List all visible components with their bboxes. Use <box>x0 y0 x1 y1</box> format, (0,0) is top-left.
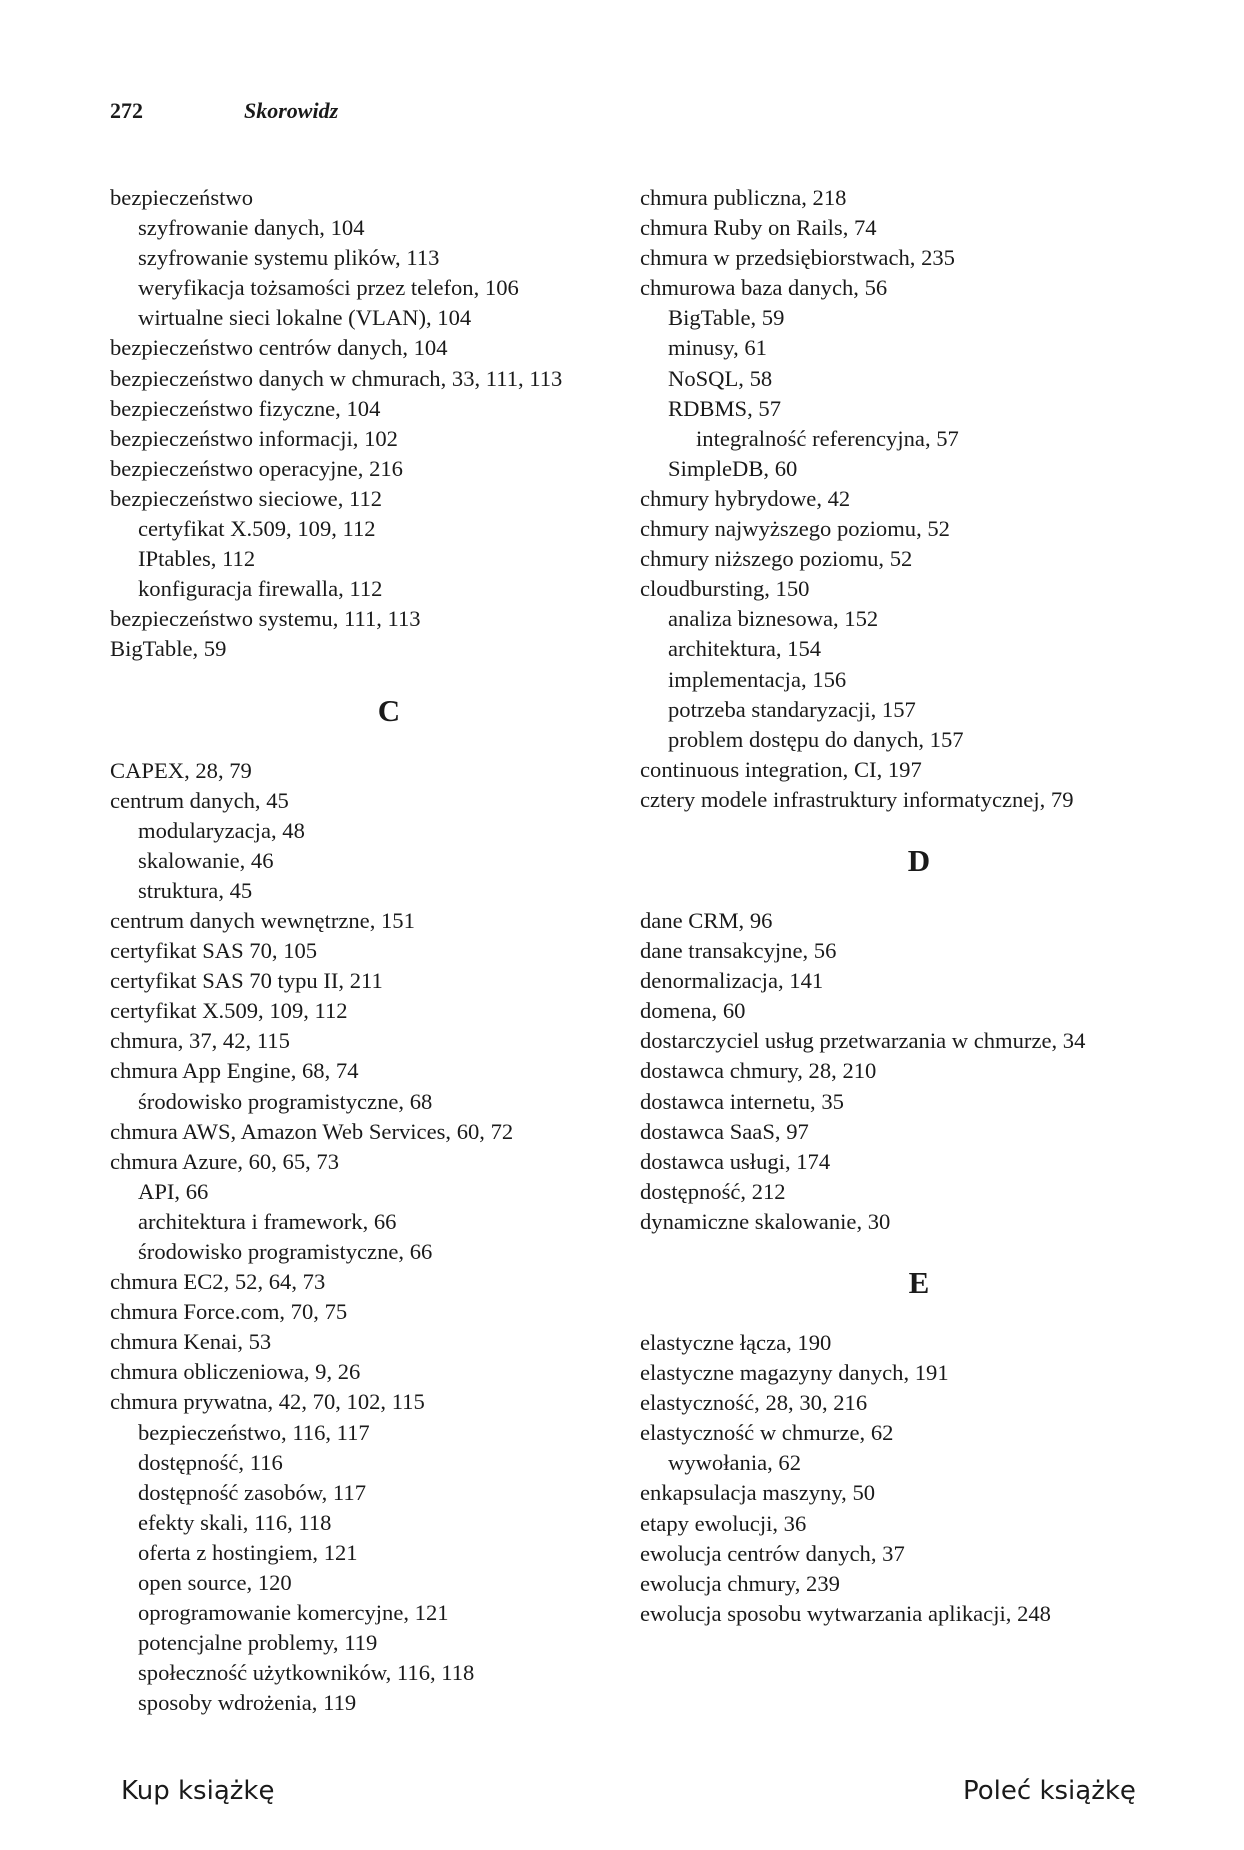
index-subentry: oferta z hostingiem, 121 <box>138 1539 358 1565</box>
index-entry: certyfikat SAS 70 typu II, 211 <box>110 968 383 994</box>
index-entry: enkapsulacja maszyny, 50 <box>640 1480 876 1506</box>
index-subentry: API, 66 <box>138 1178 209 1204</box>
index-entry: chmurowa baza danych, 56 <box>640 275 888 301</box>
index-entry: chmura Kenai, 53 <box>110 1329 272 1355</box>
index-entry: bezpieczeństwo informacji, 102 <box>110 425 398 451</box>
index-entry: bezpieczeństwo danych w chmurach, 33, 111, 113 <box>110 365 563 391</box>
index-entry: certyfikat SAS 70, 105 <box>110 938 318 964</box>
index-subentry: problem dostępu do danych, 157 <box>668 726 964 752</box>
index-entry: ewolucja sposobu wytwarzania aplikacji, 248 <box>640 1600 1051 1626</box>
index-subentry: RDBMS, 57 <box>668 395 782 421</box>
index-entry: domena, 60 <box>640 998 746 1024</box>
index-entry: bezpieczeństwo sieciowe, 112 <box>110 485 383 511</box>
index-entry: dostawca chmury, 28, 210 <box>640 1058 877 1084</box>
index-entry: ewolucja centrów danych, 37 <box>640 1540 905 1566</box>
index-subentry: dostępność, 116 <box>138 1449 283 1475</box>
page-header <box>110 98 338 124</box>
index-subentry: integralność referencyjna, 57 <box>696 425 959 451</box>
index-entry: dane CRM, 96 <box>640 907 773 933</box>
index-subentry: konfiguracja firewalla, 112 <box>138 576 383 602</box>
index-entry: chmura obliczeniowa, 9, 26 <box>110 1359 361 1385</box>
index-entry: dane transakcyjne, 56 <box>640 938 837 964</box>
index-entry: chmura publiczna, 218 <box>640 185 847 210</box>
index-entry: dynamiczne skalowanie, 30 <box>640 1208 891 1234</box>
index-entry: chmura, 37, 42, 115 <box>110 1028 290 1054</box>
index-entry: elastyczne magazyny danych, 191 <box>640 1360 949 1386</box>
index-subentry: środowisko programistyczne, 68 <box>138 1088 433 1114</box>
index-subentry: sposoby wdrożenia, 119 <box>138 1690 357 1716</box>
index-subentry: modularyzacja, 48 <box>138 817 305 843</box>
index-subentry: struktura, 45 <box>138 877 253 903</box>
recommend-book-link[interactable]: Poleć książkę <box>963 1776 1136 1806</box>
index-entry: CAPEX, 28, 79 <box>110 757 252 783</box>
index-subentry: oprogramowanie komercyjne, 121 <box>138 1600 449 1626</box>
index-entry: chmura w przedsiębiorstwach, 235 <box>640 245 955 271</box>
index-subentry: analiza biznesowa, 152 <box>668 606 879 632</box>
index-entry: dostarczyciel usług przetwarzania w chmurze, 34 <box>640 1028 1086 1054</box>
page-title: Skorowidz <box>244 98 339 123</box>
index-column-left <box>110 183 640 1719</box>
index-subentry: open source, 120 <box>138 1570 292 1596</box>
section-letter: C <box>377 692 401 728</box>
index-entry: bezpieczeństwo systemu, 111, 113 <box>110 606 421 632</box>
index-entry: chmura Force.com, 70, 75 <box>110 1299 348 1325</box>
index-entry: bezpieczeństwo <box>110 185 254 210</box>
index-entry: dostępność, 212 <box>640 1178 786 1204</box>
index-entry: denormalizacja, 141 <box>640 968 824 994</box>
index-entry: bezpieczeństwo fizyczne, 104 <box>110 395 381 421</box>
section-letter: D <box>907 842 931 878</box>
index-subentry: bezpieczeństwo, 116, 117 <box>138 1419 370 1445</box>
index-subentry: dostępność zasobów, 117 <box>138 1479 366 1505</box>
index-subentry: skalowanie, 46 <box>138 847 274 873</box>
index-subentry: implementacja, 156 <box>668 666 847 692</box>
index-subentry: architektura, 154 <box>668 636 822 662</box>
buy-book-link[interactable]: Kup książkę <box>121 1776 275 1806</box>
index-subentry: wirtualne sieci lokalne (VLAN), 104 <box>138 305 472 331</box>
index-entry: dostawca usługi, 174 <box>640 1148 831 1174</box>
index-subentry: szyfrowanie danych, 104 <box>138 215 365 241</box>
index-entry: centrum danych, 45 <box>110 787 289 813</box>
index-subentry: architektura i framework, 66 <box>138 1208 397 1234</box>
index-entry: chmura Ruby on Rails, 74 <box>640 215 877 241</box>
index-subentry: IPtables, 112 <box>138 546 256 572</box>
index-entry: chmura AWS, Amazon Web Services, 60, 72 <box>110 1118 514 1144</box>
index-entry: centrum danych wewnętrzne, 151 <box>110 907 415 933</box>
index-entry: chmura prywatna, 42, 70, 102, 115 <box>110 1389 425 1415</box>
index-entry: chmura EC2, 52, 64, 73 <box>110 1269 326 1295</box>
index-column-right <box>640 183 1170 1629</box>
index-subentry: BigTable, 59 <box>668 305 785 331</box>
index-subentry: szyfrowanie systemu plików, 113 <box>138 245 440 271</box>
index-entry: chmury niższego poziomu, 52 <box>640 546 913 572</box>
index-subentry: efekty skali, 116, 118 <box>138 1509 332 1535</box>
index-entry: bezpieczeństwo centrów danych, 104 <box>110 335 448 361</box>
index-subentry: środowisko programistyczne, 66 <box>138 1239 433 1264</box>
index-entry: bezpieczeństwo operacyjne, 216 <box>110 455 403 481</box>
index-subentry: SimpleDB, 60 <box>668 455 798 481</box>
index-entry: certyfikat X.509, 109, 112 <box>110 998 348 1024</box>
index-entry: ewolucja chmury, 239 <box>640 1570 840 1596</box>
section-letter: E <box>908 1265 930 1300</box>
index-subentry: wywołania, 62 <box>668 1450 802 1476</box>
index-entry: cloudbursting, 150 <box>640 576 810 602</box>
index-entry: continuous integration, CI, 197 <box>640 756 922 782</box>
index-subentry: społeczność użytkowników, 116, 118 <box>138 1660 475 1686</box>
index-subentry: potrzeba standaryzacji, 157 <box>668 696 916 722</box>
index-entry: chmury najwyższego poziomu, 52 <box>640 516 950 542</box>
page-number: 272 <box>110 98 143 123</box>
index-subentry: potencjalne problemy, 119 <box>138 1630 378 1656</box>
index-entry: dostawca internetu, 35 <box>640 1088 844 1114</box>
index-entry: chmura App Engine, 68, 74 <box>110 1058 359 1084</box>
index-entry: elastyczne łącza, 190 <box>640 1330 832 1355</box>
index-subentry: weryfikacja tożsamości przez telefon, 106 <box>138 275 519 301</box>
index-entry: elastyczność, 28, 30, 216 <box>640 1390 868 1416</box>
index-subentry: minusy, 61 <box>668 335 767 361</box>
index-subentry: NoSQL, 58 <box>668 365 773 391</box>
index-entry: elastyczność w chmurze, 62 <box>640 1420 894 1446</box>
index-entry: BigTable, 59 <box>110 636 227 662</box>
index-entry: dostawca SaaS, 97 <box>640 1118 809 1144</box>
index-subentry: certyfikat X.509, 109, 112 <box>138 516 376 542</box>
index-entry: chmury hybrydowe, 42 <box>640 485 851 511</box>
index-entry: chmura Azure, 60, 65, 73 <box>110 1148 340 1174</box>
index-entry: etapy ewolucji, 36 <box>640 1510 807 1536</box>
index-entry: cztery modele infrastruktury informatycznej, 79 <box>640 786 1074 812</box>
